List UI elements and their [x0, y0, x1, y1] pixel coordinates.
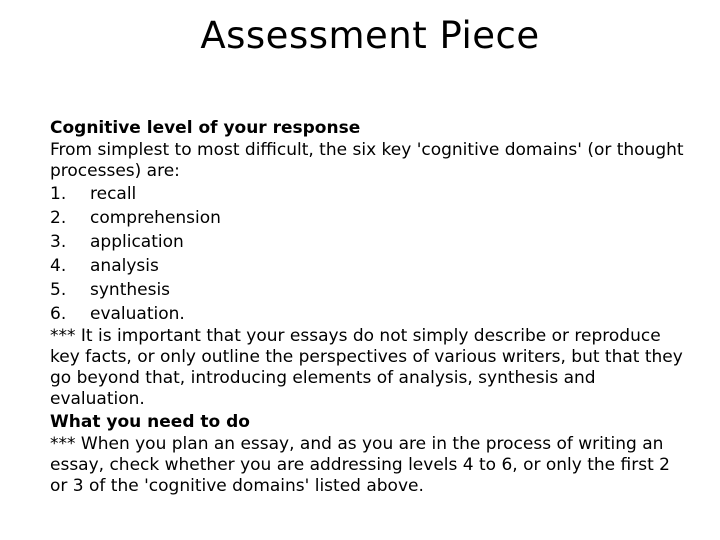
section-heading-cognitive-level: Cognitive level of your response: [50, 118, 361, 138]
list-item-number: 6.: [50, 304, 67, 324]
list-item-label: recall: [90, 184, 137, 204]
list-item-number: 5.: [50, 280, 67, 300]
slide-title: Assessment Piece: [200, 14, 540, 57]
intro-paragraph: From simplest to most difficult, the six key 'cognitive domains' (or thought processes) are:: [50, 140, 684, 181]
list-item-label: application: [90, 232, 184, 252]
list-item: [50, 302, 690, 326]
list-item-label: analysis: [90, 256, 159, 276]
list-item-number: 4.: [50, 256, 67, 276]
list-item-label: comprehension: [90, 208, 221, 228]
list-item: [50, 182, 690, 206]
list-item-label: synthesis: [90, 280, 171, 300]
cognitive-domains-list: [50, 182, 690, 326]
list-item: [50, 206, 690, 230]
importance-note: *** It is important that your essays do not simply describe or reproduce key facts, or only outline the perspectives of various writers, but that they go beyond that, introducing elements of analysis, synthesis and evaluation.: [50, 326, 683, 409]
list-item: [50, 254, 690, 278]
slide-body: [50, 116, 690, 497]
list-item-label: evaluation.: [90, 304, 185, 324]
list-item: [50, 278, 690, 302]
list-item-number: 2.: [50, 208, 67, 228]
planning-note: *** When you plan an essay, and as you are in the process of writing an essay, check whether you are addressing levels 4 to 6, or only the first 2 or 3 of the 'cognitive domains' listed above.: [50, 434, 670, 496]
list-item: [50, 230, 690, 254]
section-heading-what-to-do: What you need to do: [50, 412, 250, 432]
list-item-number: 3.: [50, 232, 67, 252]
list-item-number: 1.: [50, 184, 67, 204]
